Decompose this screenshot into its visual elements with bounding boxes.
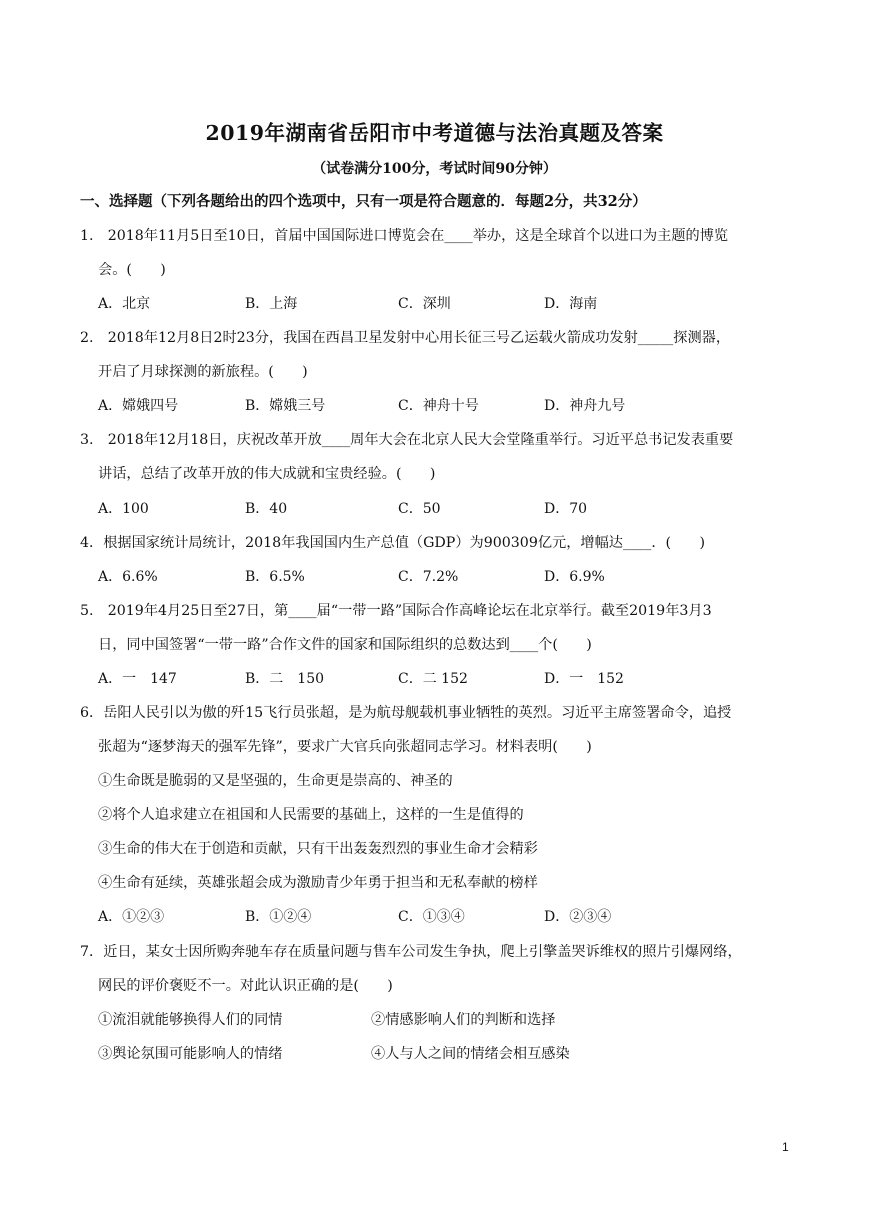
option-a: A．100	[98, 501, 149, 517]
option-c: C．50	[398, 501, 441, 517]
option-c: C．7.2%	[398, 569, 459, 585]
option-d: D．海南	[544, 296, 598, 312]
question-7-statement-3: ③舆论氛围可能影响人的情绪	[98, 1046, 283, 1062]
option-d: D．神舟九号	[544, 398, 626, 414]
question-6-statement-1: ①生命既是脆弱的又是坚强的，生命更是崇高的、神圣的	[98, 773, 453, 789]
option-c: C．神舟十号	[398, 398, 479, 414]
question-7-line-2: 网民的评价褒贬不一。对此认识正确的是( )	[98, 978, 393, 994]
question-6-statement-2: ②将个人追求建立在祖国和人民需要的基础上，这样的一生是值得的	[98, 807, 524, 823]
option-a: A．一 147	[98, 671, 177, 687]
question-6-line-1: 6．岳阳人民引以为傲的歼15飞行员张超，是为航母舰载机事业牺牲的英烈。习近平主席签署命令，追授	[80, 705, 732, 721]
question-1-line-2: 会。( )	[98, 262, 166, 278]
section-heading: 一、选择题（下列各题给出的四个选项中，只有一项是符合题意的．每题2分，共32分）	[80, 193, 647, 210]
option-b: B．嫦娥三号	[245, 398, 326, 414]
option-a: A．北京	[98, 296, 151, 312]
question-7-statement-2: ②情感影响人们的判断和选择	[371, 1012, 556, 1028]
option-d: D．70	[544, 501, 588, 517]
question-2-line-2: 开启了月球探测的新旅程。( )	[98, 364, 308, 380]
question-5-line-1: 5. 2019年4月25日至27日，第____届“一带一路”国际合作高峰论坛在北京举行。截至2019年3月3	[80, 603, 712, 619]
question-7-statement-1: ①流泪就能够换得人们的同情	[98, 1012, 283, 1028]
question-3-line-2: 讲话，总结了改革开放的伟大成就和宝贵经验。( )	[98, 466, 436, 482]
question-3-line-1: 3. 2018年12月18日，庆祝改革开放____周年大会在北京人民大会堂隆重举行。习近平总书记发表重要	[80, 432, 734, 448]
question-6-statement-3: ③生命的伟大在于创造和贡献，只有干出轰轰烈烈的事业生命才会精彩	[98, 841, 538, 857]
exam-subtitle: （试卷满分100分，考试时间90分钟）	[312, 161, 557, 177]
question-6-line-2: 张超为“逐梦海天的强军先锋”，要求广大官兵向张超同志学习。材料表明( )	[98, 739, 592, 755]
option-a: A．①②③	[98, 909, 165, 925]
page-title: 2019年湖南省岳阳市中考道德与法治真题及答案	[205, 121, 664, 145]
option-c: C．深圳	[398, 296, 451, 312]
option-c: C．①③④	[398, 909, 465, 925]
option-d: D．6.9%	[544, 569, 605, 585]
option-b: B．①②④	[245, 909, 312, 925]
option-b: B．6.5%	[245, 569, 305, 585]
option-b: B．二 150	[245, 671, 325, 687]
option-c: C．二 152	[398, 671, 468, 687]
option-b: B．上海	[245, 296, 298, 312]
question-4-line-1: 4．根据国家统计局统计，2018年我国国内生产总值（GDP）为900309亿元，增幅达____．( )	[80, 535, 705, 551]
question-7-statement-4: ④人与人之间的情绪会相互感染	[371, 1046, 570, 1062]
question-1-line-1: 1. 2018年11月5日至10日，首届中国国际进口博览会在____举办，这是全球首个以进口为主题的博览	[80, 228, 729, 244]
question-6-statement-4: ④生命有延续，英雄张超会成为激励青少年勇于担当和无私奉献的榜样	[98, 875, 538, 891]
question-2-line-1: 2. 2018年12月8日2时23分，我国在西昌卫星发射中心用长征三号乙运载火箭成功发射_____探测器，	[80, 330, 731, 346]
page-number: 1	[782, 1140, 789, 1154]
option-d: D．②③④	[544, 909, 612, 925]
option-a: A．嫦娥四号	[98, 398, 179, 414]
option-d: D．一 152	[544, 671, 624, 687]
question-5-line-2: 日，同中国签署“一带一路”合作文件的国家和国际组织的总数达到____个( )	[98, 637, 592, 653]
question-7-line-1: 7．近日，某女士因所购奔驰车存在质量问题与售车公司发生争执，爬上引擎盖哭诉维权的照片引爆网络，	[80, 944, 742, 960]
option-b: B．40	[245, 501, 288, 517]
option-a: A．6.6%	[98, 569, 158, 585]
